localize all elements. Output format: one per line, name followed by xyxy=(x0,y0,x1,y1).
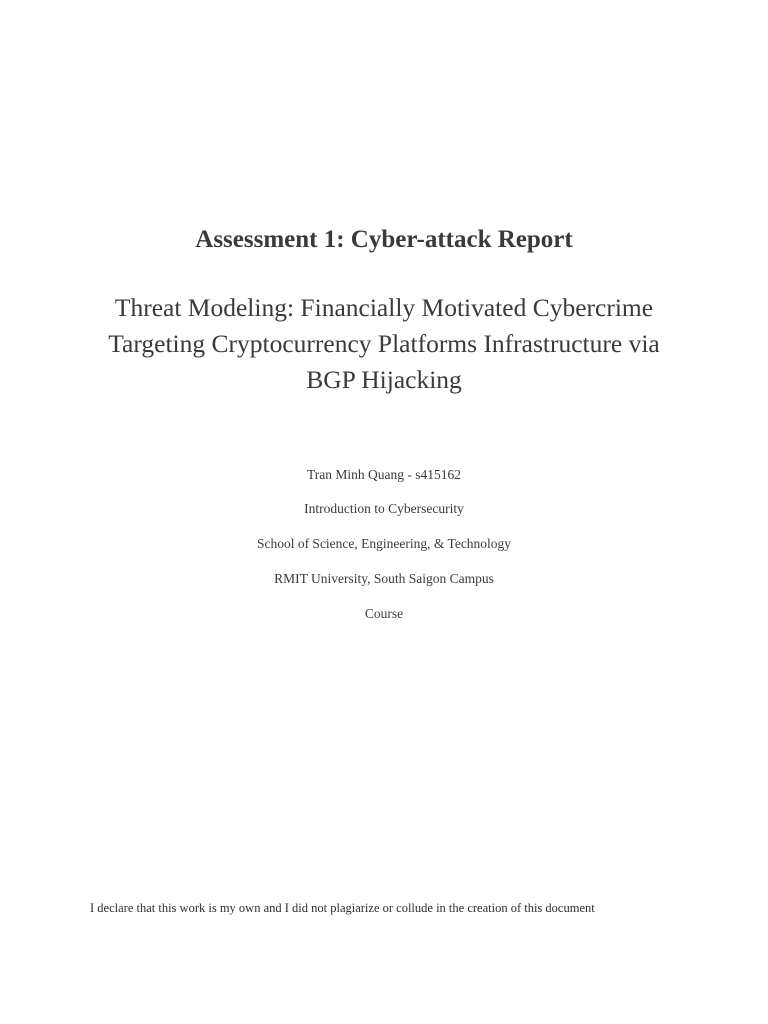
subtitle-line: Threat Modeling: Financially Motivated Cybercrime xyxy=(114,293,654,322)
report-subtitle xyxy=(60,290,708,398)
course-label: Course xyxy=(364,606,404,621)
subtitle-line: BGP Hijacking xyxy=(306,365,462,394)
university-name: RMIT University, South Saigon Campus xyxy=(274,571,494,586)
subtitle-line: Targeting Cryptocurrency Platforms Infrastructure via xyxy=(108,329,660,358)
author-line: Tran Minh Quang - s415162 xyxy=(306,467,461,482)
school-name: School of Science, Engineering, & Technology xyxy=(256,536,512,551)
course-name: Introduction to Cybersecurity xyxy=(304,501,464,516)
report-title: Assessment 1: Cyber-attack Report xyxy=(195,226,573,253)
declaration-statement: I declare that this work is my own and I did not plagiarize or collude in the creation of this document xyxy=(90,901,595,915)
